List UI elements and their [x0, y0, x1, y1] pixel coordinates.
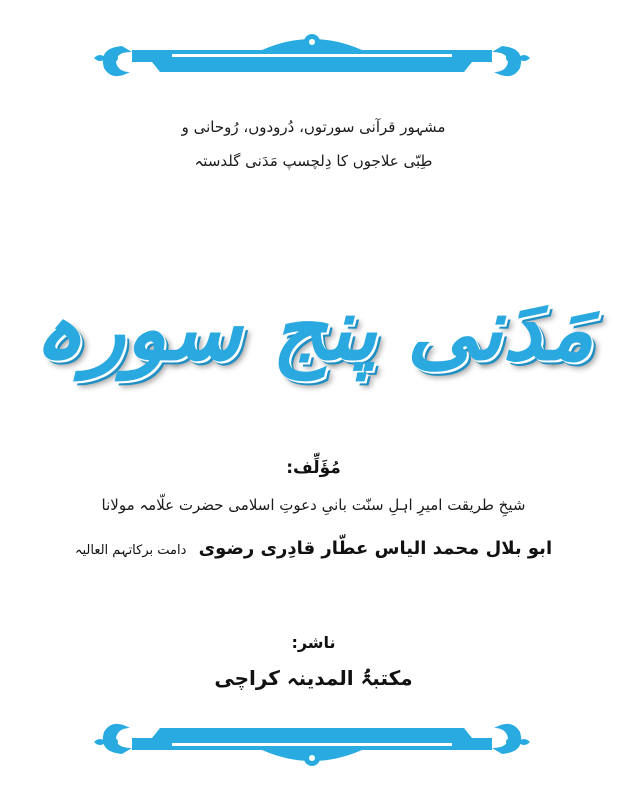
author-heading: مُؤَلِّف:	[286, 458, 341, 478]
bottom-ornament-icon	[92, 712, 532, 772]
tagline-line-2: طِبّی علاجوں کا دِلچسپ مَدَنی گلدستہ	[194, 152, 433, 170]
author-name: ابو بلال محمد الیاس عطّار قادِری رضوی	[198, 538, 553, 559]
author-titles: شیخِ طریقت امیرِ اہلِ سنّت بانیِ دعوتِ اسلامی حضرت علّامہ مولانا	[101, 496, 526, 514]
publisher-heading: ناشر:	[291, 633, 336, 652]
tagline-line-1: مشہور قرآنی سورتوں، دُرودوں، رُوحانی و	[181, 118, 446, 136]
top-ornament-icon	[92, 28, 532, 88]
author-honorific: دامت برکاتہم العالیہ	[74, 543, 187, 558]
book-title: مَدَنی پنج سورہ	[33, 279, 594, 380]
publisher-name: مکتبۃُ المدینہ کراچی	[214, 666, 413, 690]
author-name-line	[0, 538, 627, 559]
